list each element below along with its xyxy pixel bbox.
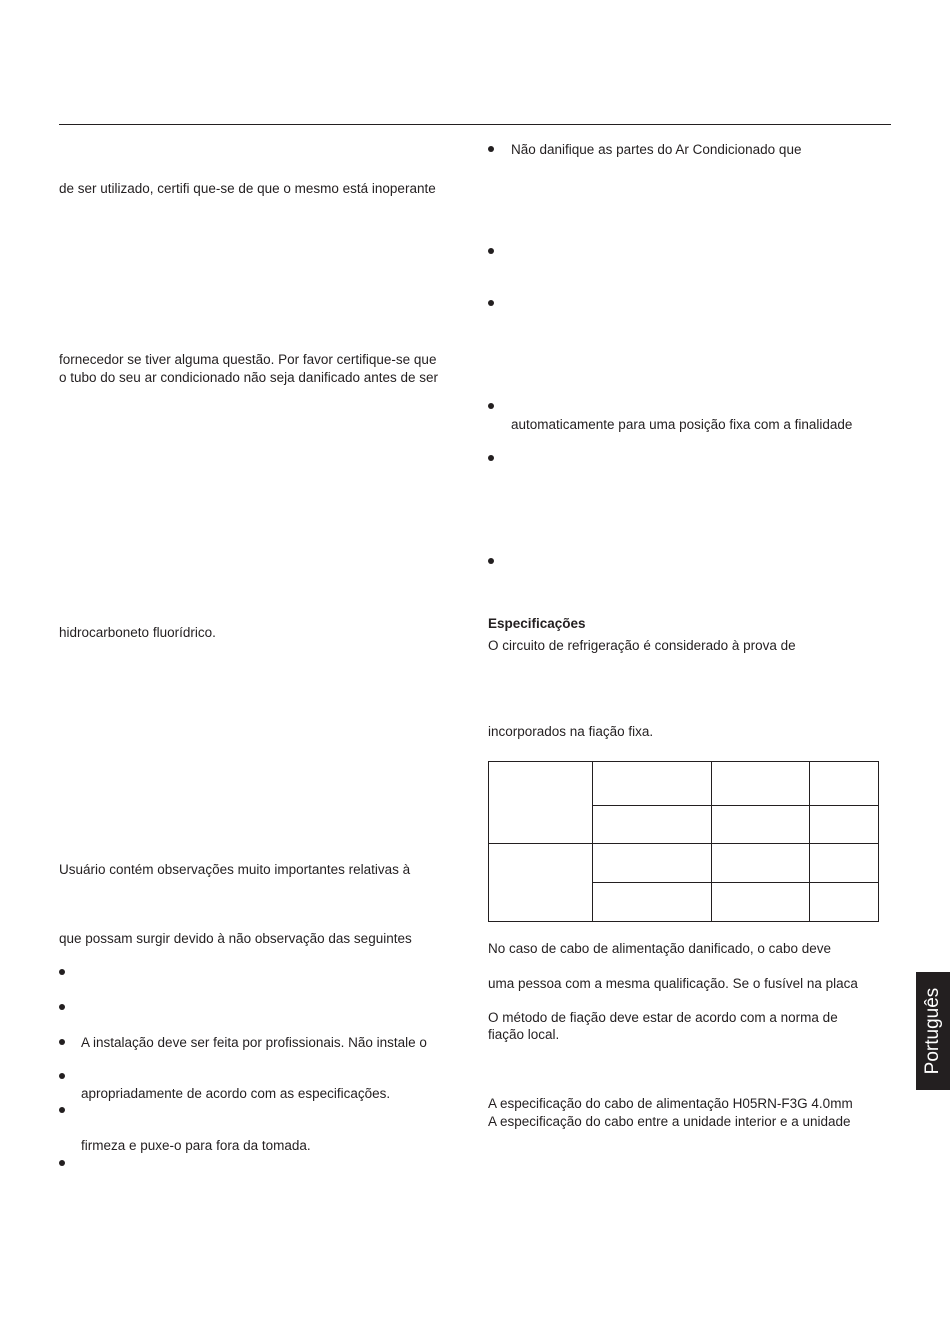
- table-cell: [712, 844, 810, 883]
- right-para-6: A especificação do cabo de alimentação H05RN-F3G 4.0mm: [488, 1096, 853, 1111]
- table-cell: [593, 762, 712, 806]
- left-line-4: hidrocarboneto fluorídrico.: [59, 625, 216, 640]
- table-cell: [593, 844, 712, 883]
- table-cell: [593, 883, 712, 922]
- bullet-icon: [488, 558, 494, 564]
- right-para-1: O circuito de refrigeração é considerado à prova de: [488, 638, 796, 653]
- table-cell: [593, 806, 712, 844]
- right-para-5b: fiação local.: [488, 1027, 560, 1042]
- right-para-4: uma pessoa com a mesma qualificação. Se o fusível na placa: [488, 976, 858, 991]
- bullet-icon: [59, 1039, 65, 1045]
- left-line-5: Usuário contém observações muito importantes relativas à: [59, 862, 411, 877]
- bullet-icon: [488, 403, 494, 409]
- specifications-heading: Especificações: [488, 616, 586, 631]
- left-line-1: de ser utilizado, certifi que-se de que o mesmo está inoperante: [59, 181, 436, 196]
- specifications-table: [488, 761, 879, 922]
- header-rule: [59, 124, 891, 125]
- right-para-3: No caso de cabo de alimentação danificado, o cabo deve: [488, 941, 831, 956]
- left-line-6: que possam surgir devido à não observação das seguintes: [59, 931, 412, 946]
- right-bullet-text-4: automaticamente para uma posição fixa com a finalidade: [511, 417, 853, 432]
- language-tab-label: Português: [922, 987, 943, 1075]
- left-line-3: o tubo do seu ar condicionado não seja danificado antes de ser: [59, 370, 439, 385]
- bullet-icon: [59, 1107, 65, 1113]
- right-para-5a: O método de fiação deve estar de acordo com a norma de: [488, 1010, 838, 1025]
- left-bullet-text-4: apropriadamente de acordo com as especificações.: [81, 1086, 391, 1101]
- table-cell: [489, 844, 593, 922]
- right-bullet-text-1: Não danifique as partes do Ar Condicionado que: [511, 142, 802, 157]
- table-cell: [810, 806, 879, 844]
- table-cell: [489, 762, 593, 844]
- bullet-icon: [488, 300, 494, 306]
- language-tab: [916, 972, 950, 1090]
- bullet-icon: [488, 248, 494, 254]
- table-cell: [712, 806, 810, 844]
- right-para-7: A especificação do cabo entre a unidade interior e a unidade: [488, 1114, 851, 1129]
- table-cell: [810, 883, 879, 922]
- left-line-2: fornecedor se tiver alguma questão. Por favor certifique-se que: [59, 352, 437, 367]
- table-cell: [712, 762, 810, 806]
- table-cell: [810, 762, 879, 806]
- bullet-icon: [488, 455, 494, 461]
- left-bullet-text-5: firmeza e puxe-o para fora da tomada.: [81, 1138, 311, 1153]
- bullet-icon: [59, 969, 65, 975]
- table-cell: [810, 844, 879, 883]
- bullet-icon: [59, 1160, 65, 1166]
- left-bullet-text-3: A instalação deve ser feita por profissionais. Não instale o: [81, 1035, 427, 1050]
- bullet-icon: [59, 1004, 65, 1010]
- table-cell: [712, 883, 810, 922]
- bullet-icon: [59, 1073, 65, 1079]
- bullet-icon: [488, 146, 494, 152]
- right-para-2: incorporados na fiação fixa.: [488, 724, 654, 739]
